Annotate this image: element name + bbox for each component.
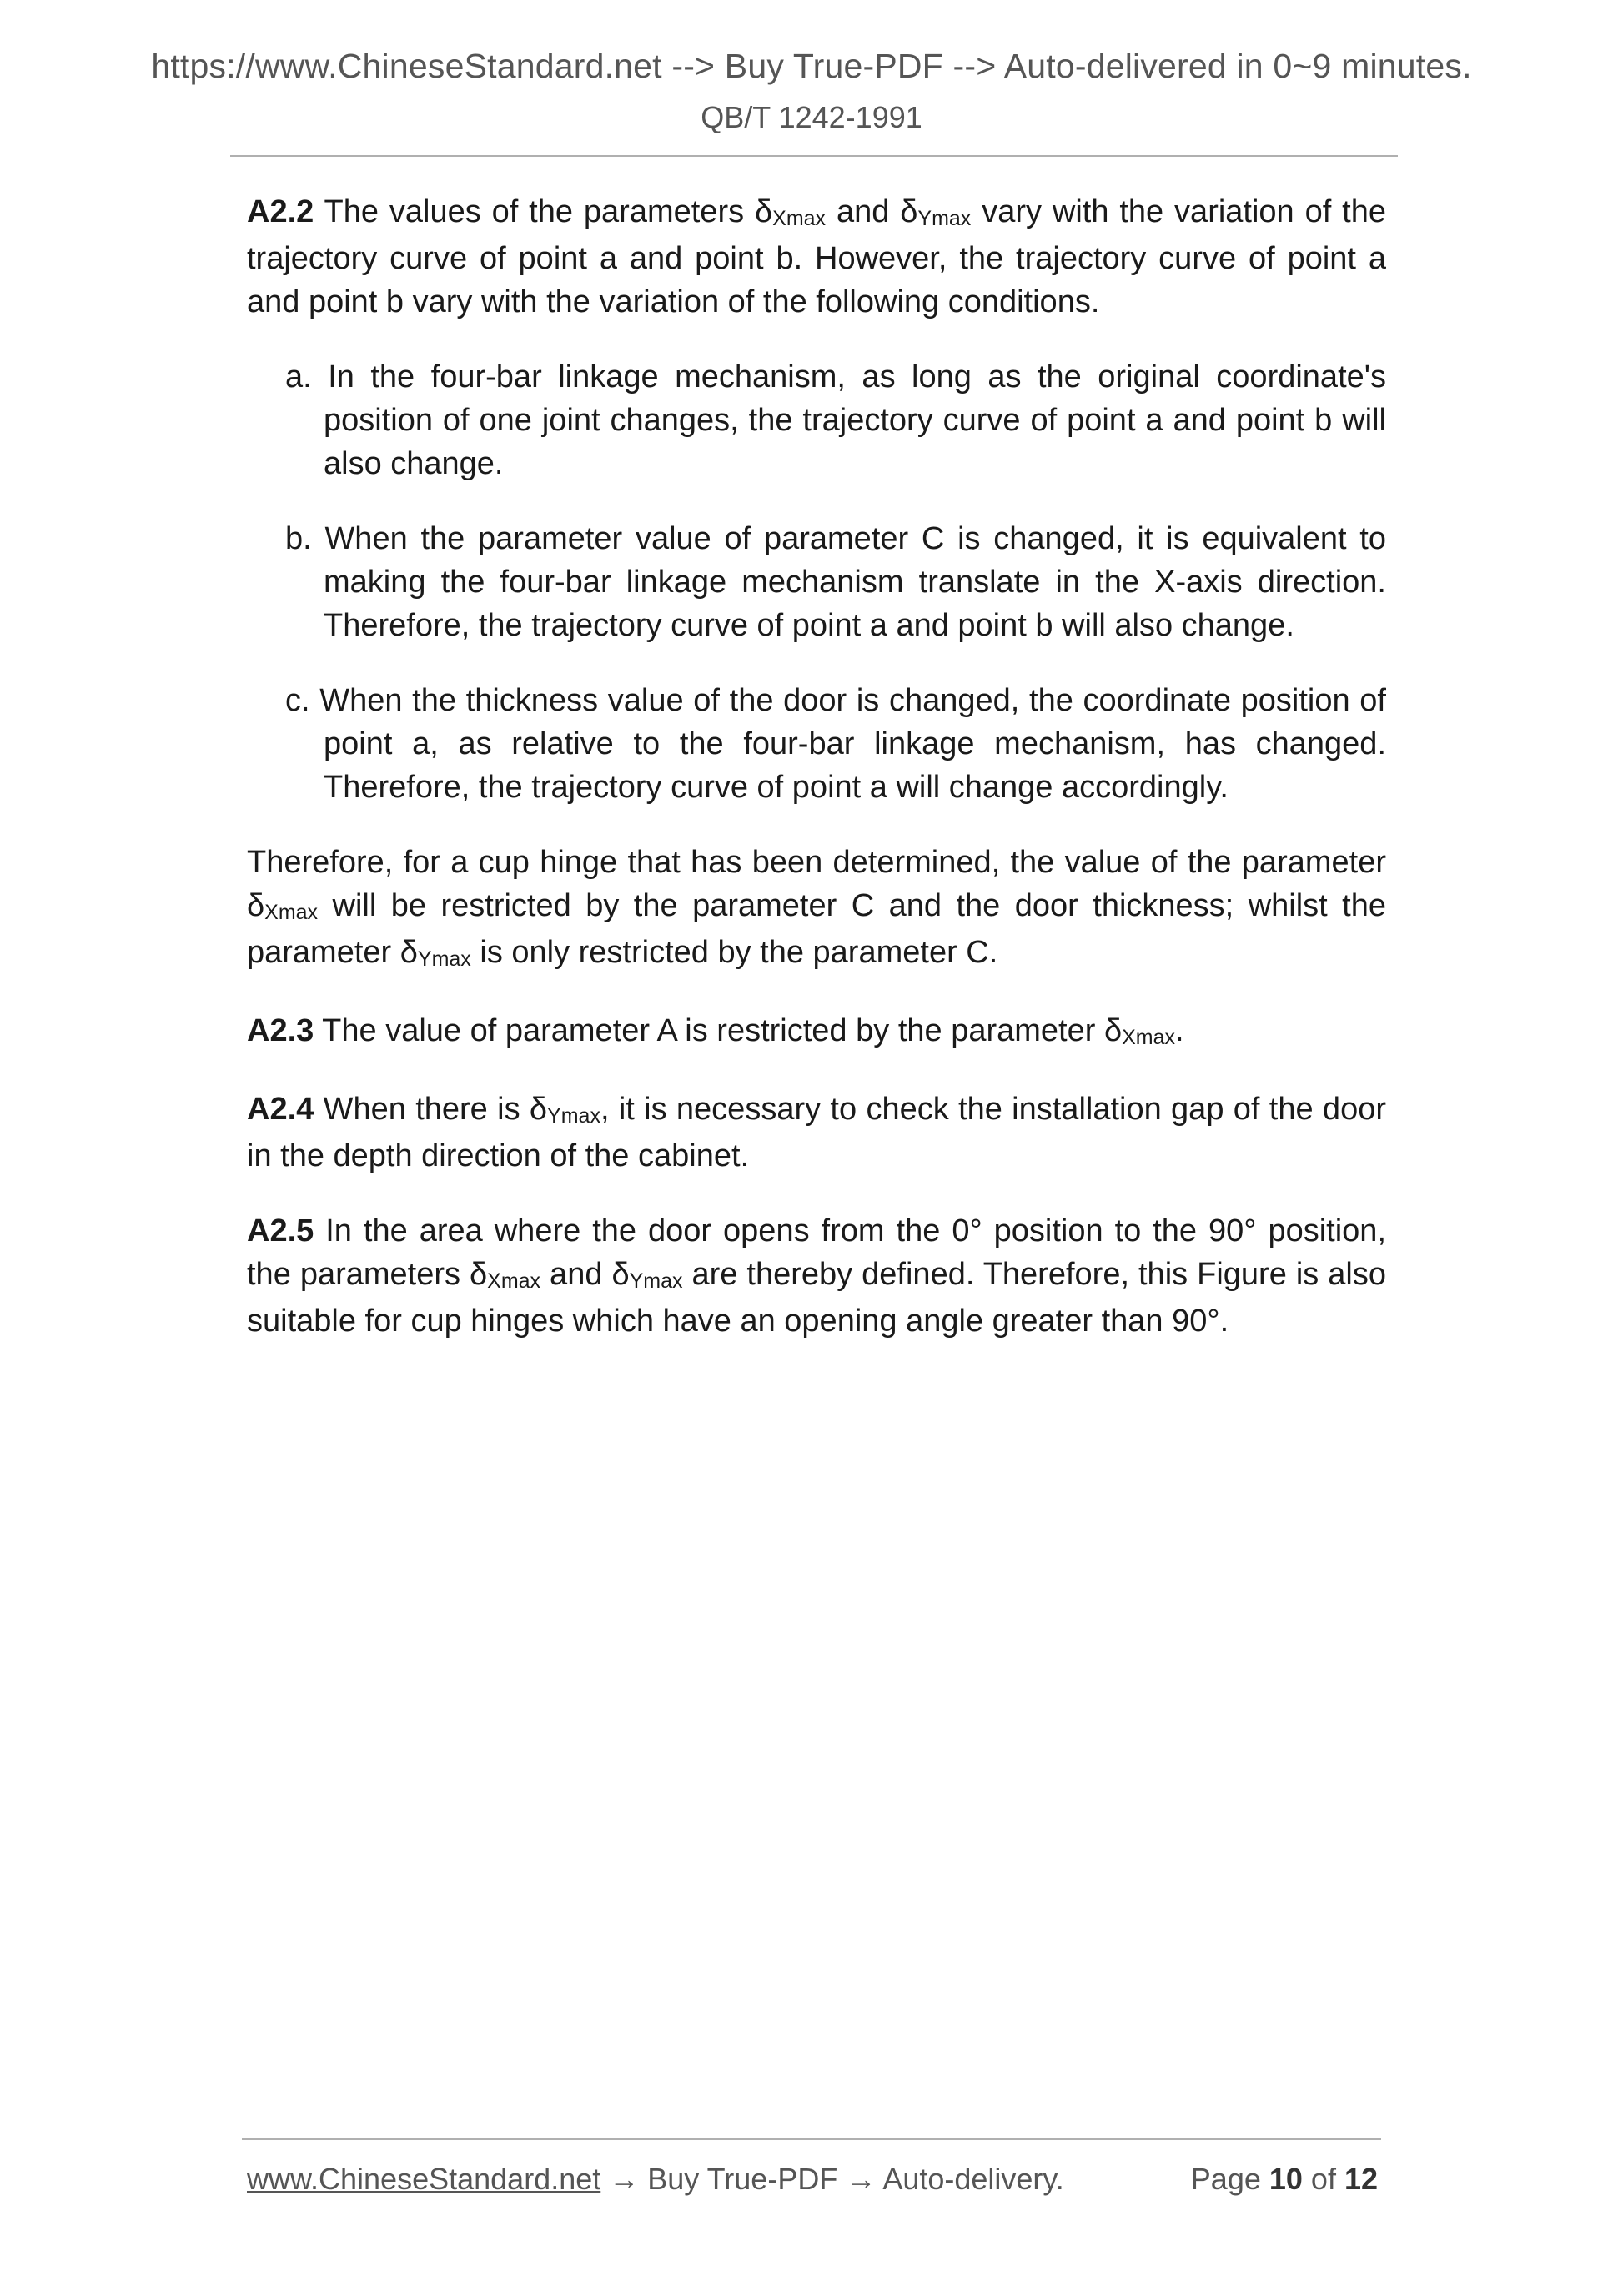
list-text: When the thickness value of the door is changed, the coordinate position of point a, as relative to the four-bar linkage mechanism, has changed. Therefore, the trajectory curve of point a will change accordingly. — [319, 683, 1386, 805]
section-label: A2.3 — [247, 1013, 314, 1048]
subscript: Ymax — [417, 947, 471, 971]
therefore-paragraph — [247, 841, 1386, 977]
page-content — [247, 190, 1386, 1374]
list-item-b — [285, 517, 1386, 647]
subscript: Ymax — [917, 207, 972, 230]
text-run: The value of parameter A is restricted by the parameter δ — [314, 1013, 1123, 1048]
text-run: vary with the variation of the trajectory curve of point a and point b. However, the trajectory curve of point a and point b vary with the variation of the following conditions. — [247, 194, 1386, 319]
subscript: Ymax — [629, 1269, 683, 1293]
text-run: . — [1175, 1013, 1184, 1048]
section-a2-4 — [247, 1088, 1386, 1178]
text-run: are thereby defined. Therefore, this Figure is also suitable for cup hinges which have an opening angle greater than 90°. — [247, 1257, 1386, 1339]
subscript: Xmax — [264, 901, 319, 924]
subscript: Xmax — [487, 1269, 541, 1293]
section-a2-2 — [247, 190, 1386, 324]
list-marker: b. — [285, 521, 325, 556]
text-run: In the area where the door opens from the 0° position to the 90° position, the parameters δ — [247, 1213, 1386, 1292]
header-divider — [230, 155, 1398, 157]
page-number — [1191, 2162, 1378, 2197]
footer-left — [247, 2162, 1064, 2197]
page-label: Page — [1190, 2162, 1269, 2196]
text-run: and δ — [540, 1257, 630, 1292]
section-label: A2.2 — [247, 194, 314, 229]
text-run: Therefore, for a cup hinge that has been determined, the value of the parameter δ — [247, 845, 1386, 923]
list-text: In the four-bar linkage mechanism, as long as the original coordinate's position of one joint changes, the trajectory curve of point a and point b will also change. — [324, 359, 1387, 481]
subscript: Xmax — [1122, 1026, 1176, 1049]
list-text: When the parameter value of parameter C is changed, it is equivalent to making the four-bar linkage mechanism translate in the X-axis direction. Therefore, the trajectory curve of point a and point b will also change. — [324, 521, 1386, 643]
top-banner-url: https://www.ChineseStandard.net --> Buy True-PDF --> Auto-delivered in 0~9 minutes. — [151, 47, 1472, 85]
section-label: A2.5 — [247, 1213, 314, 1248]
text-run: , it is necessary to check the installation gap of the door in the depth direction of the cabinet. — [247, 1092, 1386, 1173]
text-run: is only restricted by the parameter C. — [470, 935, 998, 970]
text-run: and δ — [826, 194, 918, 229]
page-of: of — [1302, 2162, 1344, 2196]
section-label: A2.4 — [247, 1092, 314, 1127]
subscript: Xmax — [772, 207, 827, 230]
website-link[interactable]: www.ChineseStandard.net — [247, 2162, 601, 2196]
list-marker: a. — [285, 359, 329, 394]
list-item-c — [285, 679, 1386, 809]
subscript: Ymax — [547, 1104, 600, 1128]
footer-divider — [242, 2138, 1381, 2140]
section-a2-5 — [247, 1209, 1386, 1343]
text-run: will be restricted by the parameter C and the door thickness; whilst the parameter δ — [247, 888, 1386, 970]
list-item-a — [285, 355, 1386, 485]
text-run: The values of the parameters δ — [314, 194, 773, 229]
footer-tagline: → Buy True-PDF → Auto-delivery. — [600, 2162, 1064, 2196]
list-marker: c. — [285, 683, 320, 718]
current-page: 10 — [1269, 2162, 1303, 2196]
document-code: QB/T 1242-1991 — [701, 100, 922, 134]
text-run: When there is δ — [314, 1092, 548, 1127]
total-pages: 12 — [1344, 2162, 1378, 2196]
section-a2-3 — [247, 1009, 1386, 1056]
